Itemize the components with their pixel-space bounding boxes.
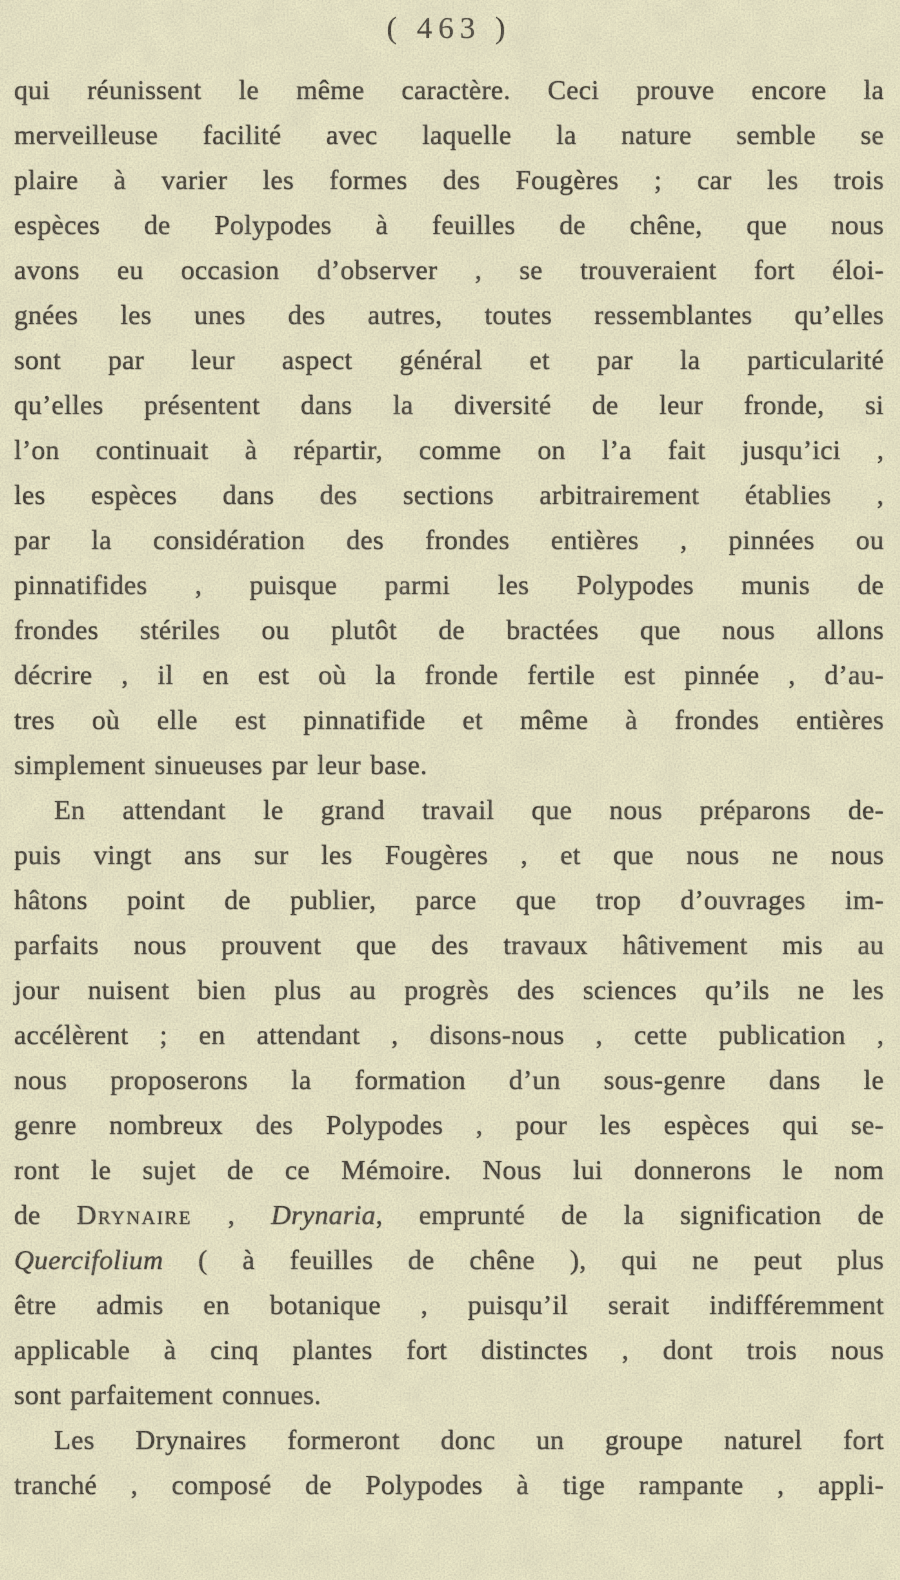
text-segment-normal: applicable à cinq plantes fort distinctes , dont trois nous bbox=[14, 1334, 884, 1365]
text-line bbox=[14, 1372, 884, 1417]
text-segment-normal: qu’elles présentent dans la diversité de leur fronde, si bbox=[14, 389, 884, 420]
text-line bbox=[14, 967, 884, 1012]
text-line bbox=[14, 607, 884, 652]
text-segment-normal: l’on continuait à répartir, comme on l’a fait jusqu’ici , bbox=[14, 434, 884, 465]
text-line bbox=[14, 1462, 884, 1507]
text-line bbox=[14, 1057, 884, 1102]
text-line bbox=[14, 292, 884, 337]
text-line bbox=[14, 472, 884, 517]
text-segment-italic: Quercifolium bbox=[14, 1244, 164, 1275]
text-line bbox=[14, 247, 884, 292]
text-segment-normal: ( à feuilles de chêne ), qui ne peut plus bbox=[163, 1244, 884, 1275]
text-line bbox=[14, 697, 884, 742]
text-line bbox=[14, 337, 884, 382]
text-segment-normal: par la considération des frondes entières , pinnées ou bbox=[14, 524, 884, 555]
text-segment-smallcaps: Drynaire bbox=[76, 1199, 192, 1230]
text-segment-normal: plaire à varier les formes des Fougères ; car les trois bbox=[14, 164, 884, 195]
text-segment-normal: Les Drynaires formeront donc un groupe naturel fort bbox=[54, 1424, 884, 1455]
text-segment-normal: En attendant le grand travail que nous préparons de- bbox=[54, 794, 884, 825]
text-line bbox=[14, 517, 884, 562]
text-segment-normal: ront le sujet de ce Mémoire. Nous lui donnerons le nom bbox=[14, 1154, 884, 1185]
text-segment-normal: , emprunté de la signification de bbox=[375, 1199, 885, 1230]
text-segment-normal: frondes stériles ou plutôt de bractées que nous allons bbox=[14, 614, 884, 645]
text-segment-normal: sont par leur aspect général et par la particularité bbox=[14, 344, 884, 375]
text-segment-normal: tranché , composé de Polypodes à tige rampante , appli- bbox=[14, 1469, 884, 1500]
body-text bbox=[14, 67, 884, 1507]
text-segment-normal: sont parfaitement connues. bbox=[14, 1379, 322, 1410]
text-line bbox=[14, 562, 884, 607]
text-segment-normal: avons eu occasion d’observer , se trouveraient fort éloi- bbox=[14, 254, 884, 285]
text-line bbox=[14, 922, 884, 967]
text-line bbox=[14, 1237, 884, 1282]
text-segment-normal: merveilleuse facilité avec laquelle la nature semble se bbox=[14, 119, 884, 150]
text-line bbox=[14, 1192, 884, 1237]
text-line bbox=[14, 742, 884, 787]
text-segment-normal: accélèrent ; en attendant , disons-nous , cette publication , bbox=[14, 1019, 884, 1050]
text-segment-normal: espèces de Polypodes à feuilles de chêne, que nous bbox=[14, 209, 884, 240]
text-segment-normal: puis vingt ans sur les Fougères , et que nous ne nous bbox=[14, 839, 884, 870]
text-line bbox=[14, 1417, 884, 1462]
text-segment-normal: de bbox=[14, 1199, 77, 1230]
text-line bbox=[14, 427, 884, 472]
text-segment-normal: parfaits nous prouvent que des travaux hâtivement mis au bbox=[14, 929, 884, 960]
text-segment-normal: nous proposerons la formation d’un sous-genre dans le bbox=[14, 1064, 884, 1095]
text-line bbox=[14, 157, 884, 202]
text-segment-normal: genre nombreux des Polypodes , pour les espèces qui se- bbox=[14, 1109, 884, 1140]
text-line bbox=[14, 1012, 884, 1057]
text-line bbox=[14, 832, 884, 877]
text-segment-normal: hâtons point de publier, parce que trop d’ouvrages im- bbox=[14, 884, 884, 915]
text-line bbox=[14, 382, 884, 427]
text-segment-normal: décrire , il en est où la fronde fertile est pinnée , d’au- bbox=[14, 659, 884, 690]
text-segment-normal: les espèces dans des sections arbitrairement établies , bbox=[14, 479, 884, 510]
text-line bbox=[14, 112, 884, 157]
text-line bbox=[14, 787, 884, 832]
text-line bbox=[14, 67, 884, 112]
text-segment-normal: simplement sinueuses par leur base. bbox=[14, 749, 428, 780]
text-line bbox=[14, 652, 884, 697]
text-line bbox=[14, 1147, 884, 1192]
text-segment-normal: pinnatifides , puisque parmi les Polypodes munis de bbox=[14, 569, 884, 600]
text-line bbox=[14, 1282, 884, 1327]
text-segment-normal: jour nuisent bien plus au progrès des sciences qu’ils ne les bbox=[14, 974, 884, 1005]
page-number: ( 463 ) bbox=[386, 10, 512, 45]
text-segment-normal: , bbox=[191, 1199, 271, 1230]
text-line bbox=[14, 1327, 884, 1372]
text-segment-normal: qui réunissent le même caractère. Ceci prouve encore la bbox=[14, 74, 884, 105]
text-segment-normal: être admis en botanique , puisqu’il serait indifféremment bbox=[14, 1289, 884, 1320]
text-line bbox=[14, 202, 884, 247]
text-segment-italic: Drynaria bbox=[270, 1199, 376, 1230]
text-segment-normal: tres où elle est pinnatifide et même à frondes entières bbox=[14, 704, 884, 735]
text-line bbox=[14, 877, 884, 922]
text-segment-normal: gnées les unes des autres, toutes ressemblantes qu’elles bbox=[14, 299, 884, 330]
text-line bbox=[14, 1102, 884, 1147]
